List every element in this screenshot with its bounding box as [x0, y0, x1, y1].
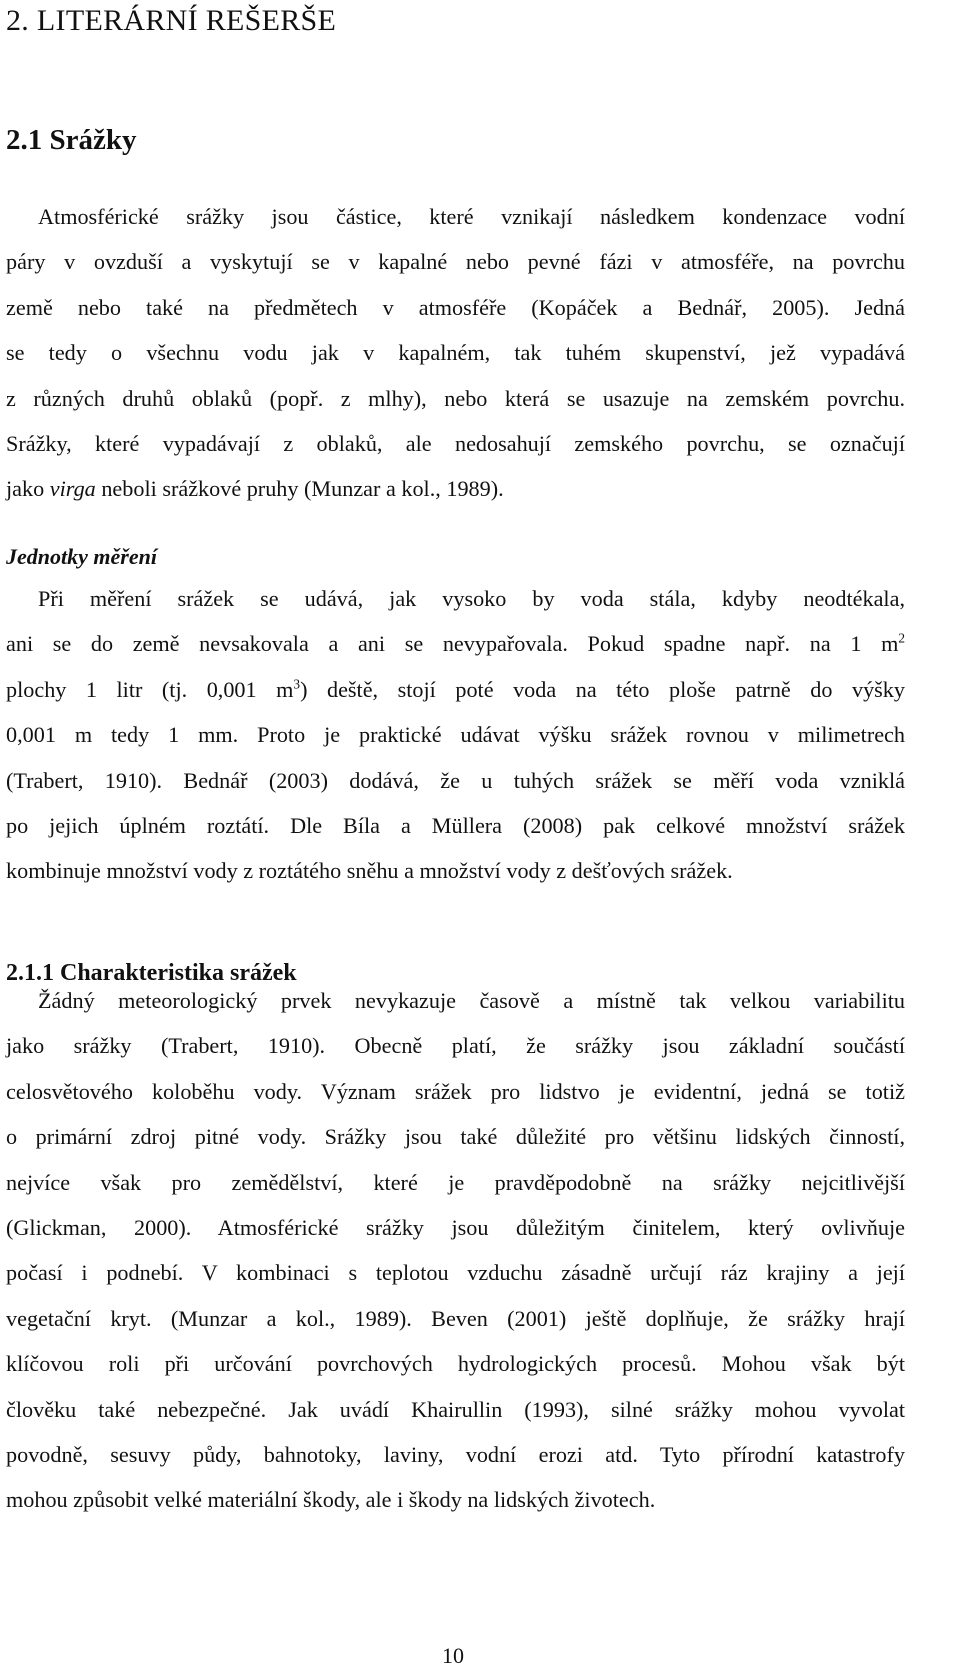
text-segment: plochy 1 litr (tj. 0,001 m [6, 676, 294, 702]
superscript: 2 [898, 631, 905, 646]
page-number: 10 [442, 1643, 464, 1668]
text-line: po jejich úplném roztátí. Dle Bíla a Müllera (2008) pak celkové množství srážek [6, 812, 905, 838]
text-line: Při měření srážek se udává, jak vysoko by voda stála, kdyby neodtékala, [38, 586, 905, 611]
text-line: z různých druhů oblaků (popř. z mlhy), nebo která se usazuje na zemském povrchu. [6, 385, 905, 411]
paragraph-characteristics [6, 978, 905, 1523]
text-line: celosvětového koloběhu vody. Význam srážek pro lidstvo je evidentní, jedná se totiž [6, 1078, 905, 1104]
text-line: Atmosférické srážky jsou částice, které vznikají následkem kondenzace vodní [38, 204, 905, 229]
text-line: jako srážky (Trabert, 1910). Obecně platí, že srážky jsou základní součástí [6, 1033, 905, 1059]
text-line: člověku také nebezpečné. Jak uvádí Khairullin (1993), silné srážky mohou vyvolat [6, 1396, 905, 1422]
text-line: země nebo také na předmětech v atmosféře (Kopáček a Bednář, 2005). Jedná [6, 294, 905, 320]
subsection-title: 2.1.1 Charakteristika srážek [6, 960, 297, 986]
paragraph-precipitation-definition [6, 194, 905, 512]
text-line: Žádný meteorologický prvek nevykazuje časově a místně tak velkou variabilitu [38, 988, 905, 1013]
text-segment: neboli srážkové pruhy (Munzar a kol., 1989). [95, 476, 504, 502]
text-line: 0,001 m tedy 1 mm. Proto je praktické udávat výšku srážek rovnou v milimetrech [6, 722, 905, 748]
text-segment: ani se do země nevsakovala a ani se nevypařovala. Pokud spadne např. na 1 m [6, 631, 899, 657]
text-segment: jako [6, 476, 50, 502]
text-line: o primární zdroj pitné vody. Srážky jsou také důležité pro většinu lidských činností, [6, 1124, 905, 1150]
text-line: páry v ovzduší a vyskytují se v kapalné nebo pevné fázi v atmosféře, na povrchu [6, 249, 905, 275]
text-line: povodně, sesuvy půdy, bahnotoky, laviny, vodní erozi atd. Tyto přírodní katastrofy [6, 1441, 905, 1467]
text-line: mohou způsobit velké materiální škody, ale i škody na lidských životech. [6, 1487, 656, 1513]
superscript: 3 [293, 676, 301, 692]
text-line: Srážky, které vypadávají z oblaků, ale nedosahují zemského povrchu, se označují [6, 430, 905, 456]
text-line: počasí i podnebí. V kombinaci s teplotou vzduchu zásadně určují ráz krajiny a její [6, 1260, 905, 1286]
text-line [6, 466, 905, 511]
text-line: vegetační kryt. (Munzar a kol., 1989). Beven (2001) ještě doplňuje, že srážky hrají [6, 1305, 905, 1331]
text-line: kombinuje množství vody z roztátého sněhu a množství vody z dešťových srážek. [6, 858, 733, 884]
text-line: (Glickman, 2000). Atmosférické srážky jsou důležitým činitelem, který ovlivňuje [6, 1214, 905, 1240]
italic-term: virga [49, 476, 96, 502]
section-title: 2.1 Srážky [6, 124, 137, 156]
text-line [6, 621, 905, 666]
text-line: se tedy o všechnu vodu jak v kapalném, tak tuhém skupenství, jež vypadává [6, 340, 905, 366]
text-line: klíčovou roli při určování povrchových hydrologických procesů. Mohou však být [6, 1351, 905, 1377]
text-line: nejvíce však pro zemědělství, které je pravděpodobně na srážky nejcitlivější [6, 1169, 905, 1195]
paragraph-measurement [6, 576, 905, 894]
text-line [6, 667, 905, 712]
text-line: (Trabert, 1910). Bednář (2003) dodává, že u tuhých srážek se měří voda vzniklá [6, 767, 905, 793]
text-segment: ) deště, stojí poté voda na této ploše patrně do výšky [300, 676, 905, 702]
chapter-title: 2. LITERÁRNÍ REŠERŠE [6, 4, 337, 37]
subheading-measurement-units: Jednotky měření [6, 544, 157, 569]
